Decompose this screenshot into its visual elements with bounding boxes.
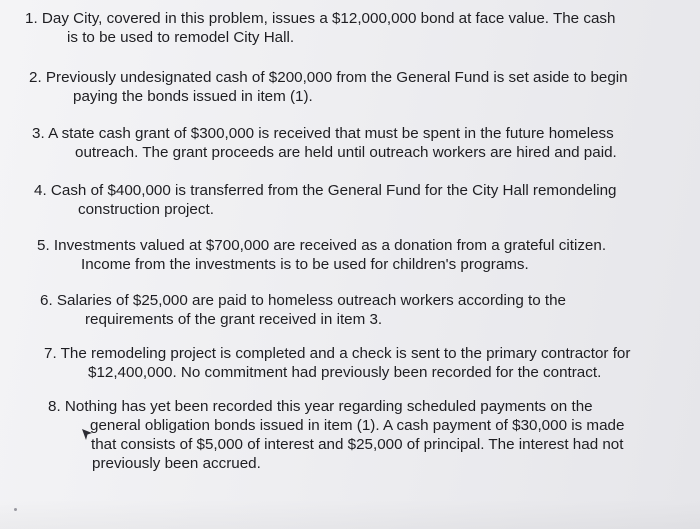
item-text-line: requirements of the grant received in item 3.: [85, 311, 383, 328]
list-item-6: [40, 291, 566, 329]
mouse-cursor-icon: [81, 428, 93, 442]
item-text-line: Day City, covered in this problem, issues a $12,000,000 bond at face value. The cash: [41, 10, 616, 27]
item-text-line: construction project.: [78, 201, 214, 218]
item-number: 8.: [48, 398, 61, 415]
item-text-line: Income from the investments is to be used for children's programs.: [81, 256, 529, 273]
list-item-7: [44, 344, 630, 382]
item-number: 3.: [32, 125, 45, 142]
item-number: 6.: [40, 292, 53, 309]
item-text-line: paying the bonds issued in item (1).: [73, 88, 313, 105]
item-text-line: Salaries of $25,000 are paid to homeless outreach workers according to the: [56, 292, 566, 309]
list-item-2: [29, 68, 628, 106]
item-text-line: Nothing has yet been recorded this year regarding scheduled payments on the: [64, 398, 593, 415]
list-item-4: [34, 181, 617, 219]
item-number: 5.: [37, 237, 50, 254]
item-text-line: Investments valued at $700,000 are received as a donation from a grateful citizen.: [53, 237, 607, 254]
item-number: 1.: [25, 10, 38, 27]
item-text-line: Cash of $400,000 is transferred from the General Fund for the City Hall remondeling: [50, 182, 617, 199]
item-text-line: previously been accrued.: [92, 455, 261, 472]
photo-edge-shade: [0, 499, 700, 529]
item-text-line: general obligation bonds issued in item (1). A cash payment of $30,000 is made: [90, 417, 625, 434]
item-text-line: outreach. The grant proceeds are held until outreach workers are hired and paid.: [75, 144, 617, 161]
item-number: 7.: [44, 345, 57, 362]
item-text-line: A state cash grant of $300,000 is received that must be spent in the future homeless: [48, 125, 614, 142]
item-text-line: $12,400,000. No commitment had previously been recorded for the contract.: [88, 364, 602, 381]
list-item-8: [48, 397, 624, 473]
item-number: 4.: [34, 182, 47, 199]
item-text-line: is to be used to remodel City Hall.: [67, 29, 295, 46]
item-number: 2.: [29, 69, 42, 86]
item-text-line: that consists of $5,000 of interest and $25,000 of principal. The interest had not: [91, 436, 624, 453]
item-text-line: Previously undesignated cash of $200,000 from the General Fund is set aside to begin: [45, 69, 628, 86]
list-item-5: [37, 236, 606, 274]
list-item-1: [25, 9, 615, 47]
item-text-line: The remodeling project is completed and a check is sent to the primary contractor for: [60, 345, 631, 362]
list-item-3: [32, 124, 617, 162]
